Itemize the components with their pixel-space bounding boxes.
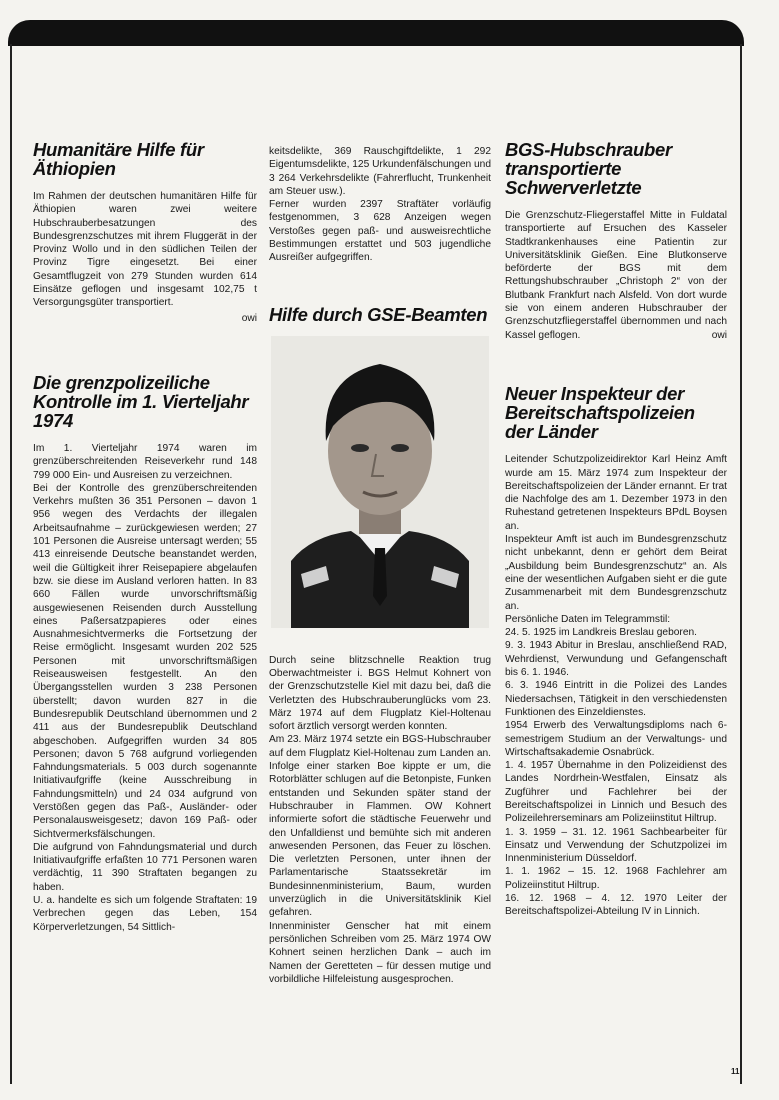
article-paragraph: Inspekteur Amft ist auch im Bundesgrenzschutz nicht unbekannt, denn er gehört dem Beirat „Ausbildung beim Bundesgrenzschutz“ an. Als eine der wesentlichen Aufgaben sieht er die gute Zusammenarbeit mit dem Bundesgrenzschutz an. <box>505 534 727 612</box>
article-paragraph: Im 1. Vierteljahr 1974 waren im grenzüberschreitenden Reiseverkehr rund 148 799 000 Ein- und Ausreisen zu verzeichnen. <box>33 442 257 481</box>
article-bgs-hubschrauber <box>505 140 727 342</box>
article-paragraph: 16. 12. 1968 – 4. 12. 1970 Leiter der Bereitschaftspolizei-Abteilung IV in Linnich. <box>505 893 727 918</box>
article-paragraph: 1. 1. 1962 – 15. 12. 1968 Fachlehrer am Polizeiinstitut Hiltrup. <box>505 866 727 891</box>
article-title: BGS-Hubschrauber transportierte Schwerverletzte <box>505 139 672 198</box>
article-paragraph: Leitender Schutzpolizeidirektor Karl Heinz Amft wurde am 15. März 1974 zum Inspekteur der Bereitschaftspolizeien der Länder ernannt. Er trat die Nachfolge des am 1. Dezember 1973 in den Ruhestand getretenen Inspekteurs BPdL Boysen an. <box>505 454 727 532</box>
column-left <box>33 140 257 984</box>
article-signature: owi <box>241 312 257 324</box>
article-paragraph: 1. 3. 1959 – 31. 12. 1961 Sachbearbeiter für Einsatz und Verwendung der Schutzpolizei im Innenministerium Düsseldorf. <box>505 826 727 865</box>
column-right <box>505 140 727 919</box>
article-paragraph: 1. 4. 1957 Übernahme in den Polizeidienst des Landes Nordrhein-Westfalen, Einsatz als Zugführer und Fachlehrer bei der Bereitschaftspolizei in Linnich und Besuch des Polizeilehrerseminars am Polizeiinstitut Hiltrup. <box>505 760 727 825</box>
column-middle <box>269 145 491 986</box>
article-paragraph: 9. 3. 1943 Abitur in Breslau, anschließend RAD, Wehrdienst, Verwundung und Gefangenschaft bis 6. 1. 1946. <box>505 640 727 679</box>
article-paragraph: Die Grenzschutz-Fliegerstaffel Mitte in Fuldatal transportierte auf Ersuchen des Kasseler Stadtkrankenhauses eine Patientin zur Universitätsklinik Gießen. Eine Blutkonserve beförderte der BGS mit dem Rettungshubschrauber „Christoph 2“ von der Blutbank Frankfurt nach Alsfeld. Von dort wurde sie von einem anderen Hubschrauber der Grenzschutzfliegerstaffel übernommen und nach Kassel geflogen. <box>505 210 727 341</box>
article-paragraph: Am 23. März 1974 setzte ein BGS-Hubschrauber auf dem Flugplatz Kiel-Holtenau zum Landen an. Infolge einer starken Boe kippte er um, die Rotorblätter schlugen auf die Betonpiste, Funken entstanden und Sekunden später stand der Hubschrauber in Flammen. OW Kohnert informierte sofort die städtische Feuerwehr und den Unfalldienst und bemühte sich mit anderen anwesenden Personen, das Feuer zu löschen. Die verletzten Personen, unter ihnen der Parlamentarische Staatssekretär im Bundesinnenministerium, Baum, wurden unverzüglich in die Universitätsklinik Kiel gefahren. <box>269 734 491 919</box>
article-paragraph: 24. 5. 1925 im Landkreis Breslau geboren. <box>505 627 697 639</box>
article-paragraph-continued: keitsdelikte, 369 Rauschgiftdelikte, 1 292 Eigentumsdelikte, 125 Urkundenfälschungen und 3 264 Verkehrsdelikte (Fahrerflucht, Trunkenheit am Steuer usw.). <box>269 146 492 197</box>
article-paragraph: Die aufgrund von Fahndungsmaterial und durch Initiativaufgriffe erfaßten 10 771 Personen waren verdächtig, 11 390 Straftaten begangen zu haben. <box>33 841 257 893</box>
top-bar <box>8 20 744 46</box>
article-paragraph: Durch seine blitzschnelle Reaktion trug Oberwachtmeister i. BGS Helmut Kohnert von der Grenzschutzstelle Kiel mit dazu bei, daß die Verletzten des Hubschrauberunglücks vom 23. März 1974 auf dem Flugplatz Kiel-Holtenau sofort ärztlich versorgt werden konnten. <box>269 654 491 733</box>
left-margin-rule <box>10 44 12 1084</box>
article-grenzpolizeiliche-kontrolle <box>33 373 257 934</box>
article-signature: owi <box>711 329 727 341</box>
right-margin-rule <box>740 44 742 1084</box>
article-paragraph: Bei der Kontrolle des grenzüberschreitenden Verkehrs mußten 36 351 Personen – davon 1 956 wegen des Verdachts der illegalen Arbeitsaufnahme – zurückgewiesen werden; 27 101 Personen die Ausreise untersagt werden; 55 413 einreisende Deutsche beanstandet werden, weil die Gültigkeit ihrer Reisepapiere abgelaufen bzw. sie diese im Ausland verloren hatten. In 83 660 Fällen wurde unvorschriftsmäßig ausgewiesenen Reisenden durch Ausstellung eines Paßersatzpapieres oder eines Ausnahmesichtvermerks die Fortsetzung der Reise ermöglicht. Insgesamt wurden 202 525 Personen mit unvorschriftsmäßigen Reiseausweisen festgestellt. An den Übergangsstellen wurden 3 238 Personen überstellt; davon wurden 827 in die Bundesrepublik Deutschland übernommen und 2 411 aus der Bundesrepublik Deutschland abgeschoben. Aufgegriffen wurden 34 805 Personen; davon 5 768 aufgrund vorliegenden Fahndungsmaterials. 5 003 durch sogenannte Initiativaufgriffe (keine Ausschreibung in Fahndungsmitteln) und 24 034 aufgrund von Verstößen gegen das Paß-, Ausländer- oder Personalausweisgesetz; davon 169 Paß- oder Sichtvermerksfälschungen. <box>33 482 257 840</box>
article-paragraph: 6. 3. 1946 Eintritt in die Polizei des Landes Niedersachsen, Tätigkeit in den verschiedensten Funktionen des Einzeldienstes. <box>505 680 727 718</box>
article-title: Hilfe durch GSE-Beamten <box>269 303 488 325</box>
portrait-illustration <box>271 336 489 628</box>
portrait-photo <box>271 336 489 628</box>
article-paragraph: Ferner wurden 2397 Straftäter vorläufig festgenommen, 3 628 Anzeigen wegen Verstoßes gegen paß- und ausweisrechtliche Bestimmungen erstattet und 503 jugendliche Ausreißer aufgegriffen. <box>269 199 491 264</box>
article-paragraph: Innenminister Genscher hat mit einem persönlichen Schreiben vom 25. März 1974 OW Kohnert seinen herzlichen Dank – auch im Namen der Geretteten – für dessen mutige und vorbildliche Hilfeleistung ausgesprochen. <box>269 920 491 985</box>
article-paragraph-part: U. a. handelte es sich um folgende Straftaten: 19 Verbrechen gegen das Leben, 154 Körperverletzungen, 54 Sittlich- <box>33 895 257 933</box>
article-title: Die grenzpolizeiliche Kontrolle im 1. Vierteljahr 1974 <box>33 371 249 431</box>
page-number: 11 <box>731 1067 740 1076</box>
article-title: Neuer Inspekteur der Bereitschaftspolizeien der Länder <box>505 383 695 443</box>
article-title: Humanitäre Hilfe für Äthiopien <box>33 139 204 179</box>
article-humanitaere-hilfe <box>33 140 257 325</box>
article-paragraph: Persönliche Daten im Telegrammstil: <box>505 613 671 625</box>
article-paragraph: Im Rahmen der deutschen humanitären Hilfe für Äthiopien waren zwei weitere Hubschrauberbesatzungen des Bundesgrenzschutzes mit ihrem Fluggerät in der Provinz Wollo und in den südlichen Teilen der Provinz Tigre eingesetzt. Bei einer Gesamtflugzeit von 279 Stunden wurden 614 Einsätze geflogen und insgesamt 102,75 t Versorgungsgüter transportiert. <box>33 191 257 309</box>
article-neuer-inspekteur <box>505 384 727 918</box>
article-paragraph: 1954 Erwerb des Verwaltungsdiploms nach 6-semestrigem Studium an der Verwaltungs- und Wirtschaftsakademie Osnabrück. <box>505 720 727 758</box>
